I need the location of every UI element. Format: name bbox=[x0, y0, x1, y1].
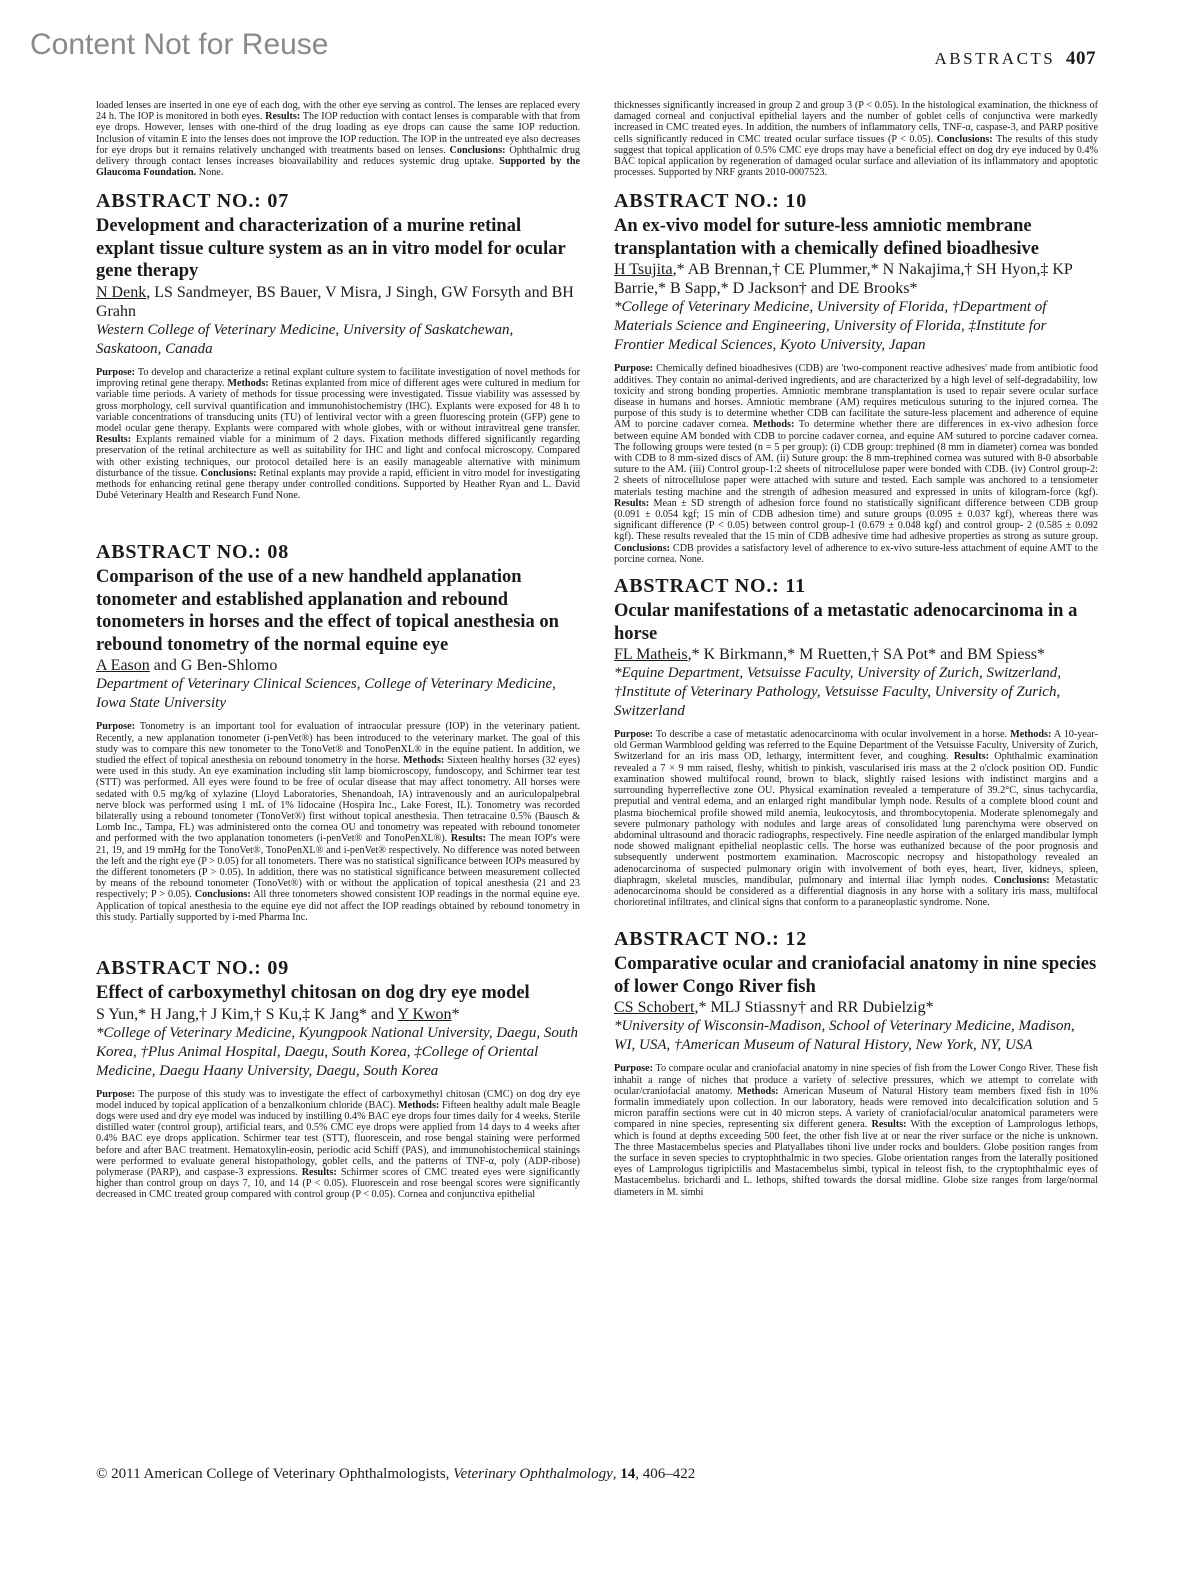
abstract-body: Purpose: To describe a case of metastatic adenocarcinoma with ocular involvement in a horse. Methods: A 10-year-old German Warmblood gelding was referred to the Equine Department of the Vetsuisse Faculty, University of Zurich, Switzerland for an iris mass OD, lethargy, intermittent fever, and coughing. Results: Ophthalmic examination revealed a 7 × 9 mm raised, fleshy, whitish to pinkish, vascularised iris mass at the 2 o'clock position OD. Fundic examination showed multifocal round, brown to black, slightly raised lesions with indistinct margins and a surrounding hyperreflective zone OU. Physical examination revealed a temperature of 39.2°C, sinus tachycardia, preputial and ventral edema, and an enlarged right mandibular lymph node. Results of a complete blood count and plasma biochemical profile showed mild anemia, leukocytosis, and thrombocytopenia. Moderate splenomegaly and severe pulmonary pathology with nodules and large areas of consolidated lung parenchyma were observed on abdominal ultrasound and thoracic radiographs, respectively. Fine needle aspiration of the enlarged mandibular lymph node showed malignant epithelial neoplastic cells. The horse was euthanized because of the poor prognosis and subsequently underwent postmortem examination. Macroscopic necropsy and histopathology revealed an adenocarcinoma of suspected pulmonary origin with involvement of both eyes, heart, liver, kidneys, spleen, diaphragm, skeletal muscles, mandibular, pulmonary and internal iliac lymph nodes. Conclusions: Metastatic adenocarcinoma should be considered as a differential diagnosis in any horse with a solitary iris mass, multifocal chorioretinal infiltrates, and clinical signs that conform to a paraneoplastic syndrome. None. bbox=[614, 729, 1099, 909]
presenting-author: H Tsujita bbox=[614, 261, 673, 279]
footer-volume: 14 bbox=[620, 1466, 636, 1482]
co-authors: ,* AB Brennan,† CE Plummer,* N Nakajima,† SH Hyon,‡ KP Barrie,* B Sapp,* D Jackson† and DE Brooks* bbox=[614, 261, 1073, 298]
abstract-title: Development and characterization of a murine retinal explant tissue culture system as an in vitro model for ocular gene therapy bbox=[96, 216, 566, 282]
abstract-authors bbox=[614, 645, 1098, 664]
abstract-10 bbox=[614, 190, 1098, 565]
abstract-authors bbox=[96, 1005, 580, 1024]
abstract-heading: ABSTRACT NO.: 08 bbox=[96, 541, 290, 564]
abstract-11 bbox=[614, 575, 1098, 908]
left-column bbox=[96, 100, 580, 1201]
running-head bbox=[935, 48, 1097, 70]
abstract-affiliation: *College of Veterinary Medicine, University of Florida, †Department of Materials Science and Engineering, University of Florida, ‡Institute for Frontier Medical Sciences, Kyoto University, Japan bbox=[614, 299, 1047, 354]
co-authors: ,* K Birkmann,* M Ruetten,† SA Pot* and BM Spiess* bbox=[687, 646, 1045, 664]
co-authors: , LS Sandmeyer, BS Bauer, V Misra, J Singh, GW Forsyth and BH Grahn bbox=[96, 283, 574, 320]
abstract-heading: ABSTRACT NO.: 10 bbox=[614, 190, 808, 213]
page-footer bbox=[96, 1466, 695, 1483]
presenting-author: FL Matheis bbox=[614, 646, 688, 664]
footer-journal: Veterinary Ophthalmology bbox=[453, 1466, 613, 1482]
abstract-07 bbox=[96, 190, 580, 501]
presenting-author: N Denk bbox=[96, 283, 147, 301]
abstract-body: Purpose: The purpose of this study was to investigate the effect of carboxymethyl chitosan (CMC) on dog dry eye model induced by topical application of a benzalkonium chloride (BAC). Methods: Fifteen healthy adult male Beagle dogs were used and dry eye model was induced by instilling 0.4% BAC eye drops four times daily for 4 weeks. Sterile distilled water (control group), artificial tears, and 0.5% CMC eye drops were applied from 14 days to 4 weeks after 0.4% BAC eye drops application. Schirmer tear test (STT), fluorescein, and rose bengal staining were performed before and after BAC treatment. Hematoxylin-eosin, periodic acid Schiff (PAS), and immunohistochemical stainings were performed to evaluate general histopathology, goblet cells, and the patterns of TNF-α, poly (ADP-ribose) polymerase (PARP), and caspase-3 expressions. Results: Schirmer scores of CMC treated eyes were significantly higher than control group on days 7, 10, and 14 (P < 0.05). Fluorescein and rose beengal scores were significantly decreased in CMC treated group compared with control group (P < 0.05). Cornea and conjunctiva epithelial bbox=[96, 1088, 580, 1201]
abstract-affiliation: Department of Veterinary Clinical Sciences, College of Veterinary Medicine, Iowa State University bbox=[96, 676, 556, 712]
abstract-heading: ABSTRACT NO.: 07 bbox=[96, 190, 290, 213]
abstract-heading: ABSTRACT NO.: 12 bbox=[614, 928, 808, 951]
author-mark: * bbox=[451, 1005, 460, 1023]
abstract-title: An ex-vivo model for suture-less amniotic membrane transplantation with a chemically defined bioadhesive bbox=[614, 216, 1040, 259]
abstract-authors bbox=[96, 283, 580, 321]
abstract-heading: ABSTRACT NO.: 09 bbox=[96, 957, 290, 980]
abstract-09 bbox=[96, 957, 580, 1201]
abstract-body: Purpose: To compare ocular and craniofacial anatomy in nine species of fish from the Lower Congo River. These fish inhabit a range of niches that produce a variety of selective pressures, which we attempt to correlate with ocular/craniofacial anatomy. Methods: American Museum of Natural History team members fixed fish in 10% formalin immediately upon collection. In our laboratory, heads were removed into decalcification solution and 5 micron paraffin sections were cut in 40 micron steps. A variety of craniofacial/ocular anatomical parameters were compared in nine species, representing six different genera. Results: With the exception of Lamprologus lethops, which is found at depths exceeding 500 feet, the other fish live at or near the river surface or the niche is unknown. The three Mastacembelus species and Platyallabes tihoni live under rocks and boulders. Globe position ranges from the surface in seven species to cryptophthalmic in two species. Globe orientation ranges from the laterally positioned eyes of Lamprologus tigripictilis and Mastacembelus simbi, typical in teleost fish, to the cryptophthalmic eyes of Mastacembelus. brichardi and L. lethops, shifted towards the dorsal midline. Globe size ranges from large/normal diameters in M. simbi bbox=[614, 1063, 1098, 1198]
abstract-title: Comparison of the use of a new handheld applanation tonometer and established applanation and rebound tonometers in horses and the effect of topical anesthesia on rebound tonometry of the normal equine eye bbox=[96, 567, 559, 655]
abstract-08 bbox=[96, 541, 580, 923]
abstract-title: Ocular manifestations of a metastatic adenocarcinoma in a horse bbox=[614, 601, 1078, 644]
abstract-affiliation: Western College of Veterinary Medicine, University of Saskatchewan, Saskatoon, Canada bbox=[96, 321, 514, 357]
abstract-12 bbox=[614, 928, 1098, 1197]
abstract-body: Purpose: Tonometry is an important tool for evaluation of intraocular pressure (IOP) in the veterinary patient. Recently, a new applanation tonometer (i-penVet®) has been introduced to the veterinary market. The goal of this study was to compare this new tonometer to the TonoVet® and TonoPenXL® in the equine patient. In addition, we studied the effect of topical anesthesia on rebound tonometry in the horse. Methods: Sixteen healthy horses (32 eyes) were used in this study. An eye examination including slit lamp biomicroscopy, fundoscopy, and Schirmer tear test (STT) was performed. All eyes were found to be free of ocular disease that may affect tonometry. All horses were sedated with 0.5 mg/kg of xylazine (Lloyd Laboratories, Shenandoah, IA) intravenously and an auriculopalpebral nerve block was performed using 1 mL of 1% lidocaine (Hospira Inc., Lake Forest, IL). Tonometry was recorded bilaterally using a rebound tonometer (TonoVet®) first without topical anesthesia. Then tetracaine 0.5% (Bausch & Lomb Inc., Tampa, FL) was administered onto the cornea OU and tonometry was repeated with rebound tonometer and performed with the two applanation tonometers (i-penVet® and TonoPenXL®). Results: The mean IOP's were 21, 19, and 19 mmHg for the TonoVet®, TonoPenXL® and i-penVet® respectively. No difference was noted between the left and the right eye (P > 0.05) for all tonometers. There was no statistical significance between IOPs measured by the different tonometers (P > 0.05). In addition, there was no statistical significance between measurement collected by means of the rebound tonometer (TonoVet®) with or without the application of topical anesthesia (21 and 23 respectively; P > 0.05). Conclusions: All three tonometers showed consistent IOP readings in the normal equine eye. Application of topical anesthesia to the equine eye did not affect the IOP readings obtained by rebound tonometry in this study. Partially supported by i-med Pharma Inc. bbox=[96, 721, 580, 923]
co-authors: ,* MLJ Stiassny† and RR Dubielzig* bbox=[694, 999, 934, 1017]
co-authors: S Yun,* H Jang,† J Kim,† S Ku,‡ K Jang* and bbox=[96, 1005, 398, 1023]
abstract-heading: ABSTRACT NO.: 11 bbox=[614, 575, 806, 598]
co-authors: and G Ben-Shlomo bbox=[149, 657, 278, 675]
abstract-body: Purpose: To develop and characterize a retinal explant culture system to facilitate investigation of novel methods for improving retinal gene therapy. Methods: Retinas explanted from mice of different ages were cultured in medium for variable time periods. A variety of methods for tissue processing were investigated. Tissue viability was assessed by gross morphology, cell survival quantification and immunohistochemistry (IHC). Explants were exposed for 48 h to variable concentrations of transducing units (TU) of lentiviral vector with a green fluorescing protein (GFP) gene to model ocular gene therapy. Explants were compared with whole globes, with or without intravitreal gene transfer. Results: Explants remained viable for a minimum of 2 days. Fixation methods differed significantly regarding preservation of the retinal architecture as well as suitability for IHC and light and confocal microscopy. Compared with other existing techniques, our protocol detailed here is an easily manageable alternative with minimum disturbance of the tissue. Conclusions: Retinal explants may provide a rapid, efficient in vitro model for investigating methods for enhancing retinal gene therapy under controlled conditions. Supported by Heather Ryan and L. David Dubé Veterinary Health and Research Fund None. bbox=[96, 366, 580, 502]
abstract-title: Effect of carboxymethyl chitosan on dog dry eye model bbox=[96, 983, 530, 1004]
abstract-authors bbox=[614, 260, 1098, 298]
right-column bbox=[614, 100, 1098, 1198]
footer-separator: , bbox=[612, 1466, 621, 1482]
presenting-author: CS Schobert bbox=[614, 999, 695, 1017]
abstract-authors bbox=[614, 998, 1098, 1017]
abstract-affiliation: *Equine Department, Vetsuisse Faculty, University of Zurich, Switzerland, †Institute of Veterinary Pathology, Vetsuisse Faculty, University of Zurich, Switzerland bbox=[614, 665, 1062, 720]
abstract-affiliation: *College of Veterinary Medicine, Kyungpook National University, Daegu, South Korea, †Plus Animal Hospital, Daegu, South Korea, ‡College of Oriental Medicine, Daegu Haany University, Daegu, South Korea bbox=[96, 1024, 578, 1079]
continuation-text-left: loaded lenses are inserted in one eye of each dog, with the other eye serving as control. The lenses are replaced every 24 h. The IOP is monitored in both eyes. Results: The IOP reduction with contact lenses is comparable with that from eye drops. However, lenses with one-third of the drug loading as eye drops can cause the same IOP reduction. Inclusion of vitamin E into the lenses does not improve the IOP reduction. The IOP in the untreated eye also decreases for eye drops but it remains relatively unchanged with treatments based on lenses. Conclusions: Ophthalmic drug delivery through contact lenses increases bioavailability and reduces systemic drug uptake. Supported by the Glaucoma Foundation. None. bbox=[96, 100, 581, 179]
footer-copyright: © 2011 American College of Veterinary Ophthalmologists, bbox=[96, 1466, 454, 1482]
footer-pages: , 406–422 bbox=[635, 1466, 696, 1482]
abstract-affiliation: *University of Wisconsin-Madison, School of Veterinary Medicine, Madison, WI, USA, †American Museum of Natural History, New York, NY, USA bbox=[614, 1018, 1075, 1054]
abstract-title: Comparative ocular and craniofacial anatomy in nine species of lower Congo River fish bbox=[614, 954, 1097, 997]
abstract-body: Purpose: Chemically defined bioadhesives (CDB) are 'two-component reactive adhesives' made from antibiotic food additives. They contain no animal-derived ingredients, and are characterized by a high level of self-degradability, low toxicity and strong bonding properties. Amniotic membrane transplantation is used to repair severe ocular surface disease in humans and horses. Amniotic membrane (AM) requires meticulous suturing to the injured cornea. The purpose of this study is to determine whether CDB can facilitate the suture-less placement and adherence of equine AM to porcine cadaver cornea. Methods: To determine whether there are differences in ex-vivo adhesion force between equine AM bonded with CDB to porcine cadaver cornea, and equine AM sutured to porcine cadaver cornea. The following groups were tested (n = 5 per group): (i) CDB group: trephined (8 mm in diameter) cornea was bonded with CDB to 8 mm-sized discs of AM. (ii) Suture group: the 8 mm-trephined cornea was sutured with 8-0 absorbable suture to the AM. (iii) Control group-1:2 sheets of nitrocellulose paper were bonded with CDB. (iv) Control group-2: 2 sheets of nitrocellulose paper were attached with suture and tested. Each sample was anchored to a tensiometer materials testing machine and the strength of adhesion measured and expressed in units of kilogram-force (kgf). Results: Mean ± SD strength of adhesion force found no statistically significant difference between CDB group (0.091 ± 0.054 kgf; 15 min of CDB adhesion time) and suture groups (0.095 ± 0.037 kgf), whereas there was significant difference (P < 0.05) between control group-1 (0.679 ± 0.048 kgf) and control group- 2 (0.585 ± 0.092 kgf). These results revealed that the 15 min of CDB adhesive time had adhesive properties as strong as suture group. Conclusions: CDB provides a satisfactory level of adherence to ex-vivo suture-less attachment of equine AMT to the porcine cornea. None. bbox=[614, 363, 1098, 565]
abstract-authors bbox=[96, 656, 580, 675]
watermark: Content Not for Reuse bbox=[30, 28, 329, 61]
presenting-author: A Eason bbox=[96, 657, 150, 675]
presenting-author: Y Kwon bbox=[397, 1005, 452, 1023]
page-number: 407 bbox=[1066, 48, 1096, 69]
continuation-text-right: thicknesses significantly increased in group 2 and group 3 (P < 0.05). In the histological examination, the thickness of damaged corneal and conjuctival epithelial layers and the number of goblet cells of conjunctiva were markedly increased in CMC treated eyes. In addition, the numbers of inflammatory cells, TNF-α, caspase-3, and PARP positive cells significantly reduced in CMC treated ocular surface tissues (P < 0.05). Conclusions: The results of this study suggest that topical application of 0.5% CMC eye drops may have a beneficial effect on dog dry eye induced by 0.4% BAC topical application by regeneration of damaged ocular surface and alleviation of its inflammatory and apoptotic processes. Supported by NRF grants 2010-0007523. bbox=[614, 100, 1098, 179]
running-head-section: ABSTRACTS bbox=[934, 49, 1056, 68]
